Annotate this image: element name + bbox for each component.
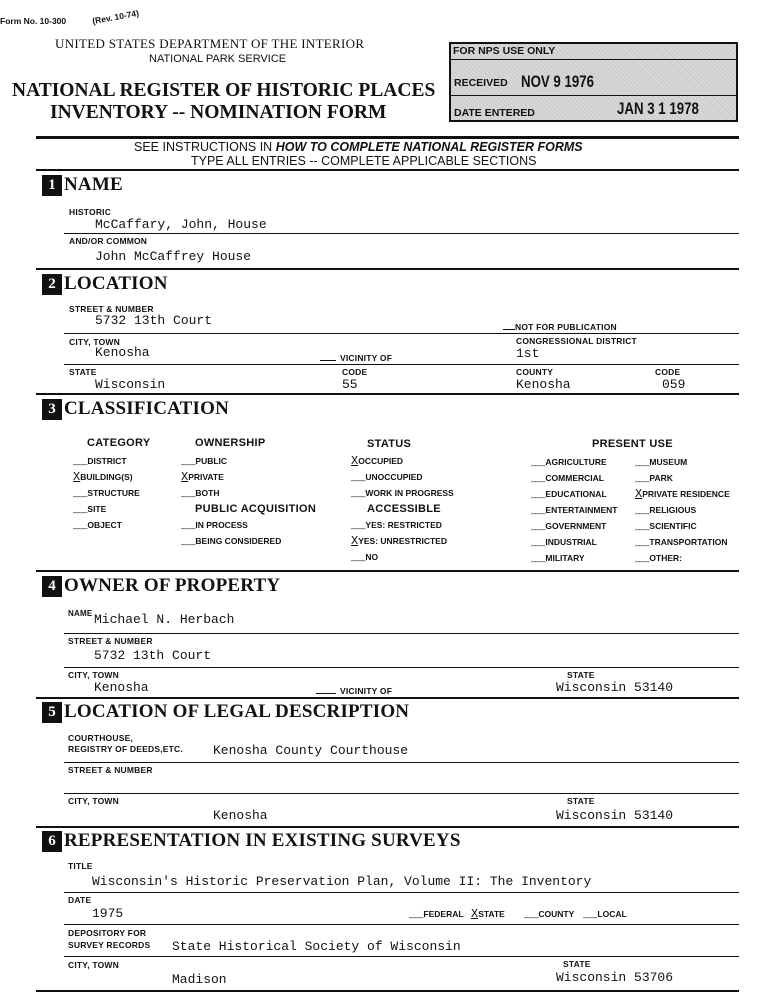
checkbox-label: COUNTY (538, 909, 575, 919)
vicinity-blank (320, 360, 336, 361)
checkbox-option (635, 487, 730, 501)
street-label: STREET & NUMBER (69, 304, 154, 314)
survey-level-option (524, 907, 574, 921)
checkbox-option (635, 519, 697, 533)
checkbox-option (531, 455, 607, 469)
acquisition-header: PUBLIC ACQUISITION (195, 503, 317, 515)
state-value: Wisconsin (95, 377, 166, 392)
checkbox-mark: __ (635, 471, 650, 485)
checkbox-option (181, 454, 227, 468)
form-title-line2: INVENTORY -- NOMINATION FORM (50, 102, 387, 123)
checkbox-label: UNOCCUPIED (365, 472, 423, 482)
checkbox-option (635, 535, 727, 549)
checkbox-mark: __ (531, 471, 546, 485)
county-value: Kenosha (516, 377, 571, 392)
checkbox-option (73, 502, 106, 516)
checkbox-option (351, 534, 447, 548)
checkbox-mark: __ (351, 470, 366, 484)
checkbox-label: PRIVATE RESIDENCE (642, 489, 730, 499)
rule-2a (64, 333, 739, 334)
date-entered-stamp: JAN 3 1 1978 (617, 99, 699, 118)
ownership-header: OWNERSHIP (195, 437, 266, 449)
state-code-value: 55 (342, 377, 358, 392)
checkbox-mark: X (73, 470, 81, 484)
received-stamp: NOV 9 1976 (521, 72, 594, 91)
checkbox-option (73, 470, 133, 484)
rule-5a (64, 762, 739, 763)
checkbox-mark: X (351, 534, 359, 548)
checkbox-option (351, 550, 378, 564)
checkbox-label: AGRICULTURE (545, 457, 607, 467)
vicinity-label: VICINITY OF (340, 353, 393, 363)
checkbox-label: INDUSTRIAL (545, 537, 597, 547)
rule-1a (64, 233, 739, 234)
checkbox-mark: __ (73, 486, 88, 500)
checkbox-mark: __ (583, 907, 598, 921)
checkbox-mark: __ (635, 519, 650, 533)
checkbox-mark: __ (531, 551, 546, 565)
section-5-heading (42, 701, 409, 723)
depository-label-2: SURVEY RECORDS (68, 940, 151, 950)
owner-name: Michael N. Herbach (94, 612, 235, 627)
checkbox-option (181, 470, 224, 484)
vicinity-of (320, 353, 392, 363)
status-header: STATUS (367, 438, 412, 450)
checkbox-label: IN PROCESS (195, 520, 248, 530)
street-value: 5732 13th Court (95, 313, 213, 328)
checkbox-option (531, 535, 597, 549)
survey-state: Wisconsin 53706 (556, 970, 674, 985)
checkbox-option (351, 518, 442, 532)
legal-city-label: CITY, TOWN (68, 796, 119, 806)
checkbox-label: OBJECT (87, 520, 122, 530)
rule-6b (64, 924, 739, 925)
section-number: 6 (42, 831, 62, 852)
not-for-publication-blank (503, 329, 515, 330)
section-2-heading (42, 273, 168, 295)
top-rule (36, 136, 739, 139)
common-name: John McCaffrey House (95, 249, 252, 264)
section-6-heading (42, 830, 461, 852)
owner-vicinity (316, 686, 392, 696)
checkbox-label: RELIGIOUS (649, 505, 697, 515)
checkbox-mark: __ (73, 502, 88, 516)
owner-vicinity-blank (316, 693, 336, 694)
owner-street-label: STREET & NUMBER (68, 636, 153, 646)
form-revision: (Rev. 10-74) (91, 7, 140, 27)
checkbox-label: COMMERCIAL (545, 473, 604, 483)
section-1-bottom-rule (36, 268, 739, 270)
section-4-heading (42, 575, 280, 597)
checkbox-label: FEDERAL (423, 909, 464, 919)
checkbox-option (635, 455, 687, 469)
section-1-heading (42, 174, 123, 196)
checkbox-option (351, 454, 403, 468)
rule-2b (64, 364, 739, 365)
instructions-italic: HOW TO COMPLETE NATIONAL REGISTER FORMS (275, 140, 583, 154)
checkbox-label: GOVERNMENT (545, 521, 607, 531)
checkbox-label: BOTH (195, 488, 220, 498)
bottom-rule (36, 990, 739, 992)
checkbox-label: PARK (649, 473, 673, 483)
checkbox-option (73, 454, 127, 468)
rule-5b (64, 793, 739, 794)
checkbox-mark: X (181, 470, 189, 484)
checkbox-option (531, 551, 585, 565)
survey-level-option (409, 907, 464, 921)
rule-4a (64, 633, 739, 634)
section-title: OWNER OF PROPERTY (64, 575, 281, 596)
congress-value: 1st (516, 346, 540, 361)
historic-name: McCaffary, John, House (95, 217, 267, 232)
checkbox-option (351, 470, 423, 484)
checkbox-label: STRUCTURE (87, 488, 140, 498)
county-label: COUNTY (516, 367, 554, 377)
checkbox-mark: __ (181, 518, 196, 532)
checkbox-option (181, 518, 248, 532)
checkbox-label: PUBLIC (195, 456, 228, 466)
checkbox-label: NO (365, 552, 379, 562)
nps-mid-rule (451, 95, 736, 96)
checkbox-mark: __ (351, 550, 366, 564)
checkbox-label: OTHER: (649, 553, 682, 563)
survey-city: Madison (172, 972, 227, 987)
checkbox-mark: __ (73, 518, 88, 532)
nps-header: FOR NPS USE ONLY (453, 45, 556, 57)
checkbox-label: LOCAL (597, 909, 627, 919)
checkbox-label: ENTERTAINMENT (545, 505, 618, 515)
depository-label-1: DEPOSITORY FOR (68, 928, 147, 938)
checkbox-option (635, 551, 682, 565)
state-code-label: CODE (342, 367, 368, 377)
checkbox-mark: X (635, 487, 643, 501)
not-for-publication-label: NOT FOR PUBLICATION (515, 322, 617, 332)
not-for-publication (503, 322, 617, 332)
checkbox-option (181, 486, 220, 500)
department-name: UNITED STATES DEPARTMENT OF THE INTERIOR (55, 36, 365, 51)
nps-use-only-box (449, 42, 738, 122)
checkbox-label: YES: RESTRICTED (365, 520, 442, 530)
checkbox-mark: X (471, 907, 479, 921)
section-3-heading (42, 398, 229, 420)
form-number: Form No. 10-300 (0, 16, 67, 26)
survey-title: Wisconsin's Historic Preservation Plan, Volume II: The Inventory (92, 874, 592, 889)
checkbox-option (531, 519, 606, 533)
instructions-line1 (134, 140, 583, 154)
city-value: Kenosha (95, 345, 150, 360)
common-label: AND/OR COMMON (69, 236, 148, 246)
checkbox-option (531, 471, 604, 485)
checkbox-mark: __ (635, 455, 650, 469)
county-code-label: CODE (655, 367, 681, 377)
survey-date: 1975 (92, 906, 124, 921)
congress-label: CONGRESSIONAL DISTRICT (516, 336, 637, 346)
rule-4b (64, 667, 739, 668)
section-3-bottom-rule (36, 570, 739, 572)
owner-city: Kenosha (94, 680, 149, 695)
nps-header-rule (451, 59, 736, 60)
owner-state-label: STATE (567, 670, 595, 680)
section-number: 5 (42, 702, 62, 723)
owner-vicinity-label: VICINITY OF (340, 686, 393, 696)
received-label: RECEIVED (454, 77, 508, 89)
checkbox-mark: __ (531, 519, 546, 533)
instructions-line2: TYPE ALL ENTRIES -- COMPLETE APPLICABLE SECTIONS (191, 154, 537, 168)
survey-level-option (471, 907, 505, 921)
legal-city: Kenosha (213, 808, 268, 823)
checkbox-mark: __ (531, 503, 546, 517)
section-title: NAME (64, 174, 123, 195)
rule-6a (64, 892, 739, 893)
form-title-line1: NATIONAL REGISTER OF HISTORIC PLACES (12, 80, 436, 101)
checkbox-label: OCCUPIED (358, 456, 404, 466)
survey-title-label: TITLE (68, 861, 93, 871)
legal-street-label: STREET & NUMBER (68, 765, 153, 775)
section-title: LOCATION OF LEGAL DESCRIPTION (64, 701, 410, 722)
section-number: 1 (42, 175, 62, 196)
survey-state-label: STATE (563, 959, 591, 969)
checkbox-mark: __ (351, 486, 366, 500)
checkbox-option (351, 486, 454, 500)
checkbox-mark: __ (635, 535, 650, 549)
checkbox-label: STATE (478, 909, 505, 919)
checkbox-label: MILITARY (545, 553, 585, 563)
checkbox-mark: __ (409, 907, 424, 921)
checkbox-option (635, 471, 673, 485)
state-label: STATE (69, 367, 97, 377)
legal-state-label: STATE (567, 796, 595, 806)
checkbox-label: EDUCATIONAL (545, 489, 607, 499)
checkbox-option (181, 534, 281, 548)
checkbox-mark: X (351, 454, 359, 468)
registry-label: REGISTRY OF DEEDS,ETC. (68, 744, 183, 754)
present-use-header: PRESENT USE (592, 438, 673, 450)
checkbox-mark: __ (635, 551, 650, 565)
owner-name-label: NAME (68, 609, 93, 618)
checkbox-mark: __ (73, 454, 88, 468)
category-header: CATEGORY (87, 437, 151, 449)
checkbox-label: BEING CONSIDERED (195, 536, 282, 546)
legal-state: Wisconsin 53140 (556, 808, 674, 823)
checkbox-option (73, 486, 140, 500)
checkbox-label: BUILDING(S) (80, 472, 133, 482)
depository-value: State Historical Society of Wisconsin (172, 939, 461, 954)
checkbox-label: PRIVATE (188, 472, 224, 482)
section-title: LOCATION (64, 273, 168, 294)
section-number: 4 (42, 576, 62, 597)
instructions-rule (36, 169, 739, 171)
owner-state: Wisconsin 53140 (556, 680, 674, 695)
checkbox-label: MUSEUM (649, 457, 688, 467)
date-entered-label: DATE ENTERED (454, 107, 535, 119)
rule-6c (64, 956, 739, 957)
section-number: 3 (42, 399, 62, 420)
checkbox-mark: __ (531, 487, 546, 501)
section-2-bottom-rule (36, 393, 739, 395)
survey-date-label: DATE (68, 895, 92, 905)
checkbox-mark: __ (531, 455, 546, 469)
section-title: CLASSIFICATION (64, 398, 230, 419)
instructions-prefix: SEE INSTRUCTIONS IN (134, 140, 276, 154)
section-title: REPRESENTATION IN EXISTING SURVEYS (64, 830, 461, 851)
checkbox-option (635, 503, 696, 517)
courthouse-value: Kenosha County Courthouse (213, 743, 409, 758)
checkbox-label: SCIENTIFIC (649, 521, 697, 531)
checkbox-mark: __ (181, 454, 196, 468)
checkbox-mark: __ (524, 907, 539, 921)
checkbox-option (531, 503, 618, 517)
section-4-bottom-rule (36, 697, 739, 699)
survey-level-option (583, 907, 627, 921)
courthouse-label: COURTHOUSE, (68, 733, 134, 743)
checkbox-mark: __ (181, 486, 196, 500)
survey-city-label: CITY, TOWN (68, 960, 119, 970)
owner-street: 5732 13th Court (94, 648, 212, 663)
checkbox-label: WORK IN PROGRESS (365, 488, 454, 498)
checkbox-mark: __ (181, 534, 196, 548)
checkbox-mark: __ (531, 535, 546, 549)
section-number: 2 (42, 274, 62, 295)
accessible-header: ACCESSIBLE (367, 503, 441, 515)
checkbox-option (531, 487, 607, 501)
checkbox-option (73, 518, 122, 532)
checkbox-label: SITE (87, 504, 107, 514)
checkbox-label: YES: UNRESTRICTED (358, 536, 447, 546)
checkbox-label: DISTRICT (87, 456, 127, 466)
checkbox-label: TRANSPORTATION (649, 537, 728, 547)
historic-label: HISTORIC (69, 207, 112, 217)
checkbox-mark: __ (351, 518, 366, 532)
section-5-bottom-rule (36, 826, 739, 828)
checkbox-mark: __ (635, 503, 650, 517)
service-name: NATIONAL PARK SERVICE (149, 53, 287, 65)
owner-city-label: CITY, TOWN (68, 670, 119, 680)
city-label: CITY, TOWN (69, 337, 120, 347)
county-code-value: 059 (662, 377, 686, 392)
